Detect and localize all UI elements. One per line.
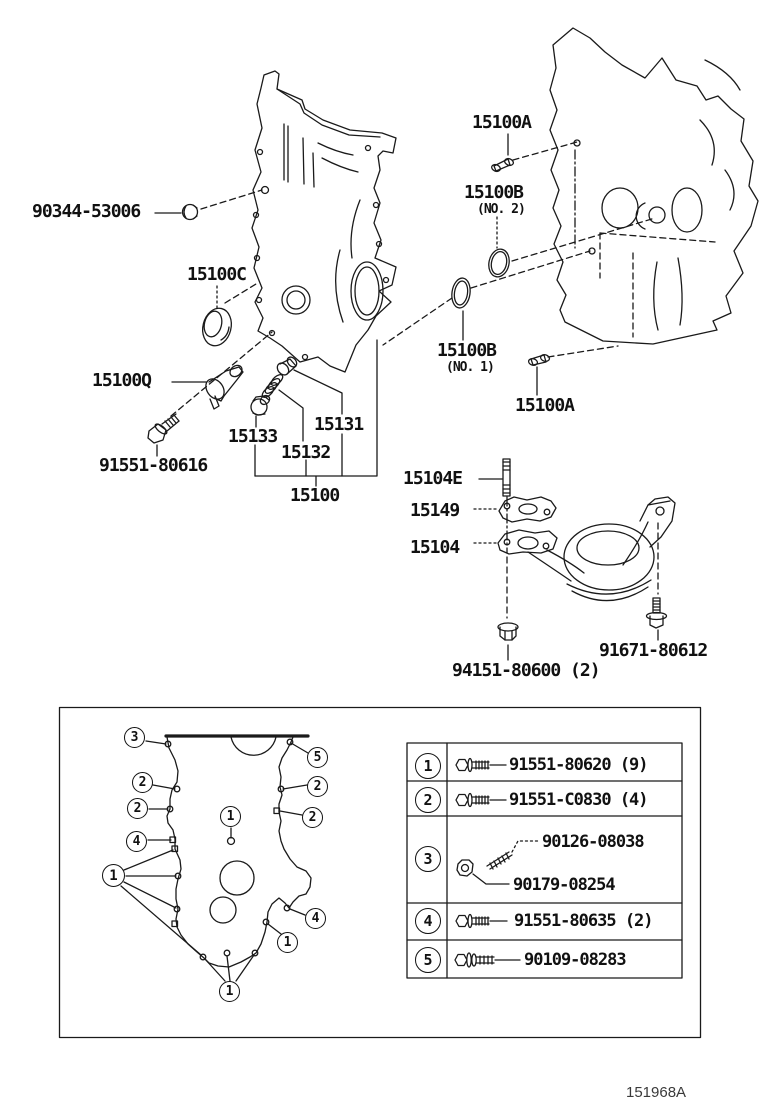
diagram-callout-4-left: 4 — [126, 831, 147, 852]
table-part-90109-08283: 90109-08283 — [524, 950, 626, 970]
dowel-15100A-top-art — [491, 157, 515, 172]
part-label-15131: 15131 — [314, 414, 364, 435]
table-callout-4: 4 — [415, 908, 441, 934]
bolt-91671-art — [647, 598, 667, 628]
diagram-callout-3: 3 — [124, 727, 145, 748]
diagram-callout-2-left-top: 2 — [132, 772, 153, 793]
part-label-15100: 15100 — [290, 485, 340, 506]
table-part-91551-80635: 91551-80635 (2) — [514, 911, 653, 931]
part-label-91671-80612: 91671-80612 — [599, 640, 708, 661]
part-label-15100B-no2: 15100B — [464, 182, 524, 203]
diagram-callout-1-right: 1 — [277, 932, 298, 953]
part-label-15100B-no1-note: (NO. 1) — [446, 360, 494, 375]
part-label-15100Q: 15100Q — [92, 370, 152, 391]
diagram-callout-2-right-top: 2 — [307, 776, 328, 797]
diagram-callout-5: 5 — [307, 747, 328, 768]
part-label-15132: 15132 — [281, 442, 331, 463]
part-label-15100A-top: 15100A — [472, 112, 532, 133]
strainer-15104-art — [498, 497, 675, 601]
oil-seal-15100C-art — [199, 305, 235, 349]
table-part-91551-C0830: 91551-C0830 (4) — [509, 790, 648, 810]
diagram-callout-4-right: 4 — [305, 908, 326, 929]
dowel-15100A-bottom-art — [528, 354, 550, 367]
part-label-91551-80616: 91551-80616 — [99, 455, 208, 476]
plug-15133-art — [251, 394, 271, 415]
diagram-callout-1-bottom: 1 — [219, 981, 240, 1002]
part-label-15149: 15149 — [410, 500, 460, 521]
table-callout-2: 2 — [415, 787, 441, 813]
table-callout-3: 3 — [415, 846, 441, 872]
diagram-callout-2-left-bottom: 2 — [127, 798, 148, 819]
figure-code: 151968A — [626, 1084, 687, 1101]
table-callout-5: 5 — [415, 947, 441, 973]
oring-15100B-no2-art — [486, 247, 511, 279]
part-label-90344-53006: 90344-53006 — [32, 201, 141, 222]
table-callout-1: 1 — [415, 753, 441, 779]
part-label-15100A-bottom: 15100A — [515, 395, 575, 416]
part-label-15100B-no2-note: (NO. 2) — [477, 202, 525, 217]
table-part-90126-08038: 90126-08038 — [542, 832, 644, 852]
timing-cover-art — [252, 71, 396, 372]
diagram-callout-1-left: 1 — [102, 864, 125, 887]
fastener-table-grid — [407, 743, 682, 978]
stud-15104E-art — [503, 459, 510, 496]
engine-block-art — [550, 28, 758, 344]
part-label-94151-80600: 94151-80600 (2) — [452, 660, 600, 681]
part-label-15104: 15104 — [410, 537, 460, 558]
bolt-91551-80616-art — [148, 414, 179, 443]
oring-15100B-no1-art — [450, 277, 472, 309]
table-part-90179-08254: 90179-08254 — [513, 875, 615, 895]
solid-leaders — [155, 134, 658, 660]
valve-15100Q-art — [202, 363, 244, 409]
diagram-callout-2-right-bottom: 2 — [302, 807, 323, 828]
part-label-15100B-no1: 15100B — [437, 340, 497, 361]
diagram-callout-1-center: 1 — [220, 806, 241, 827]
dotted-leaders — [217, 217, 497, 543]
plug-90344-art — [183, 205, 198, 220]
table-part-91551-80620: 91551-80620 (9) — [509, 755, 648, 775]
relief-valve-15131-art — [275, 355, 299, 377]
part-label-15133: 15133 — [228, 426, 278, 447]
part-label-15104E: 15104E — [403, 468, 463, 489]
nut-94151-art — [498, 623, 518, 640]
part-label-15100C: 15100C — [187, 264, 247, 285]
